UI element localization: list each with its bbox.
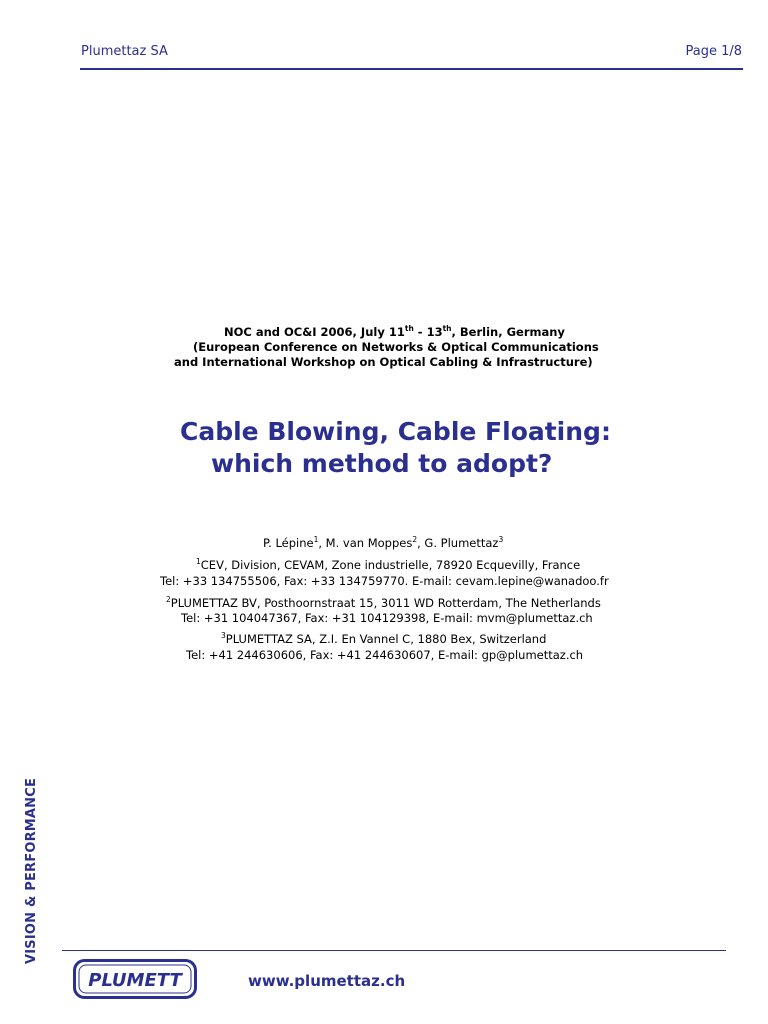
- header-divider: [80, 68, 743, 70]
- conference-info: [0, 325, 768, 370]
- vision-performance-sidebar: VISION & PERFORMANCE: [24, 777, 39, 964]
- superscript: 3: [498, 535, 504, 545]
- conference-text: - 13: [413, 325, 443, 339]
- title-line-1: Cable Blowing, Cable Floating:: [180, 417, 611, 446]
- footer-divider: [62, 950, 726, 951]
- page-number: Page 1/8: [685, 44, 742, 59]
- superscript: 2: [412, 535, 418, 545]
- author-list: [263, 536, 503, 552]
- author-name: , G. Plumettaz: [417, 536, 499, 550]
- conference-line-1: [224, 325, 768, 340]
- superscript: th: [442, 324, 452, 334]
- website-link[interactable]: www.plumettaz.ch: [248, 972, 406, 990]
- superscript: 3: [221, 631, 226, 641]
- affiliation-1-contact: Tel: +33 134755506, Fax: +33 134759770. E-mail: cevam.lepine@wanadoo.fr: [160, 574, 609, 588]
- affiliation-text: PLUMETTAZ SA, Z.I. En Vannel C, 1880 Bex, Switzerland: [225, 632, 547, 646]
- superscript: th: [404, 324, 414, 334]
- superscript: 1: [196, 557, 201, 567]
- superscript: 2: [166, 595, 171, 605]
- affiliation-text: PLUMETTAZ BV, Posthoornstraat 15, 3011 WD Rotterdam, The Netherlands: [170, 596, 601, 610]
- logo-text: PLUMETT: [88, 970, 182, 991]
- conference-line-3: and International Workshop on Optical Cabling & Infrastructure): [174, 355, 593, 369]
- conference-line-2: (European Conference on Networks & Optical Communications: [193, 340, 599, 354]
- document-title: [0, 416, 768, 480]
- affiliation-text: CEV, Division, CEVAM, Zone industrielle, 78920 Ecquevilly, France: [200, 558, 581, 572]
- author-name: P. Lépine: [263, 536, 314, 550]
- affiliation-2-address: [166, 596, 601, 612]
- plumettaz-logo: [73, 959, 197, 999]
- affiliation-3-address: [221, 632, 546, 648]
- affiliation-1-address: [196, 558, 580, 574]
- superscript: 1: [313, 535, 319, 545]
- affiliation-2-contact: Tel: +31 104047367, Fax: +31 104129398, E-mail: mvm@plumettaz.ch: [181, 611, 593, 625]
- conference-text: , Berlin, Germany: [451, 325, 565, 339]
- author-name: , M. van Moppes: [318, 536, 413, 550]
- conference-text: NOC and OC&I 2006, July 11: [224, 325, 405, 339]
- title-line-2: which method to adopt?: [211, 449, 553, 478]
- company-name: Plumettaz SA: [81, 44, 168, 59]
- affiliation-3-contact: Tel: +41 244630606, Fax: +41 244630607, E-mail: gp@plumettaz.ch: [186, 648, 584, 662]
